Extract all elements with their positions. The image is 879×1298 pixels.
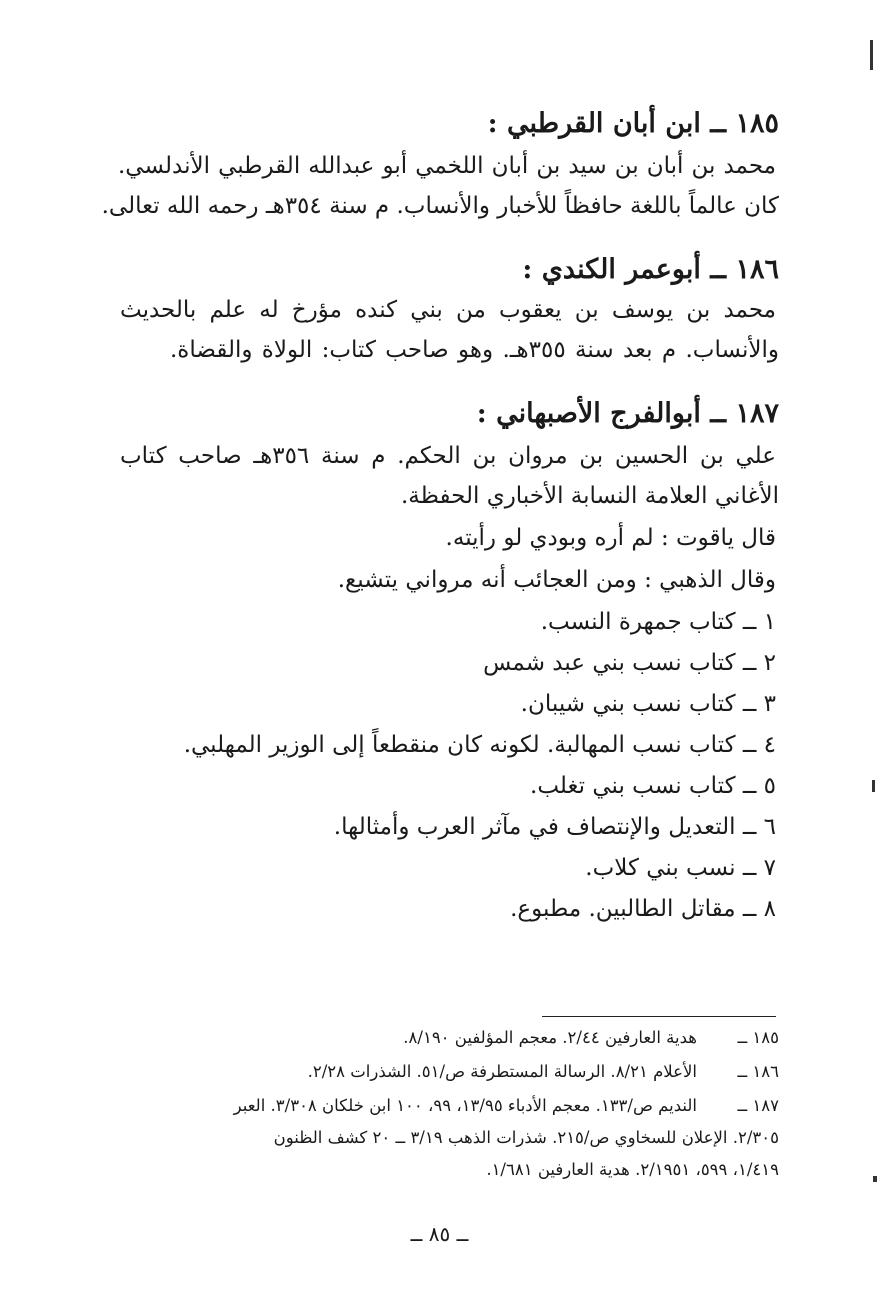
work-item-1: ١ ــ كتاب جمهرة النسب. (540, 609, 776, 635)
footnote-187 (114, 1090, 779, 1190)
entry-187-line-4: وقال الذهبي : ومن العجائب أنه مرواني يتشيع. (337, 567, 776, 593)
entry-185-line-2: كان عالماً باللغة حافظاً للأخبار والأنساب. م سنة ٣٥٤هـ رحمه الله تعالى. (101, 193, 779, 219)
footnote-separator (542, 1016, 776, 1017)
footnote-text: هدية العارفين ٢/٤٤. معجم المؤلفين ٨/١٩٠. (403, 1028, 697, 1047)
work-item-2: ٢ ــ كتاب نسب بني عبد شمس (483, 650, 776, 676)
scan-mark (870, 40, 873, 70)
work-item-3: ٣ ــ كتاب نسب بني شيبان. (520, 691, 776, 717)
work-item-8: ٨ ــ مقاتل الطالبين. مطبوع. (510, 896, 776, 922)
scan-mark (872, 780, 875, 792)
scan-mark (873, 1176, 877, 1182)
entry-187-line-3: قال ياقوت : لم أره وبودي لو رأيته. (445, 525, 776, 551)
footnote-text: ٢/٣٠٥. الإعلان للسخاوي ص/٢١٥. شذرات الذهب ٣/١٩ ــ ٢٠ كشف الظنون (273, 1128, 779, 1147)
page-number: ــ ٨٥ ــ (410, 1222, 469, 1246)
work-item-4: ٤ ــ كتاب نسب المهالبة. لكونه كان منقطعاً إلى الوزير المهلبي. (183, 732, 776, 758)
work-item-7: ٧ ــ نسب بني كلاب. (585, 855, 776, 881)
work-item-5: ٥ ــ كتاب نسب بني تغلب. (530, 773, 776, 799)
footnote-text: ١/٤١٩، ٥٩٩، ٢/١٩٥١. هدية العارفين ١/٦٨١. (486, 1160, 779, 1179)
footnote-text: الأعلام ٨/٢١. الرسالة المستطرفة ص/٥١. الشذرات ٢/٢٨. (307, 1062, 697, 1081)
footnote-text: النديم ص/١٣٣. معجم الأدباء ١٣/٩٥، ٩٩، ١٠٠ ابن خلكان ٣/٣٠٨. العبر (233, 1096, 697, 1115)
work-item-6: ٦ ــ التعديل والإنتصاف في مآثر العرب وأمثالها. (333, 814, 776, 840)
entry-heading-186: ١٨٦ ــ أبوعمر الكندي : (522, 254, 779, 285)
entry-heading-187: ١٨٧ ــ أبوالفرج الأصبهاني : (476, 398, 779, 429)
entry-heading-185: ١٨٥ ــ ابن أبان القرطبي : (487, 108, 779, 139)
footnote-number: ١٨٧ ــ (737, 1096, 779, 1115)
entry-186-line-2: والأنساب. م بعد سنة ٣٥٥هـ. وهو صاحب كتاب: الولاة والقضاة. (170, 337, 779, 363)
footnote-number: ١٨٦ ــ (737, 1062, 779, 1081)
entry-185-line-1: محمد بن أبان بن سيد بن أبان اللخمي أبو عبدالله القرطبي الأندلسي. (118, 153, 776, 179)
entry-187-line-1: علي بن الحسين بن مروان بن الحكم. م سنة ٣٥٦هـ صاحب كتاب (120, 443, 776, 469)
footnote-number: ١٨٥ ــ (737, 1028, 779, 1047)
entry-186-line-1: محمد بن يوسف بن يعقوب من بني كنده مؤرخ له علم بالحديث (120, 297, 776, 323)
entry-187-line-2: الأغاني العلامة النسابة الأخباري الحفظة. (401, 483, 779, 509)
